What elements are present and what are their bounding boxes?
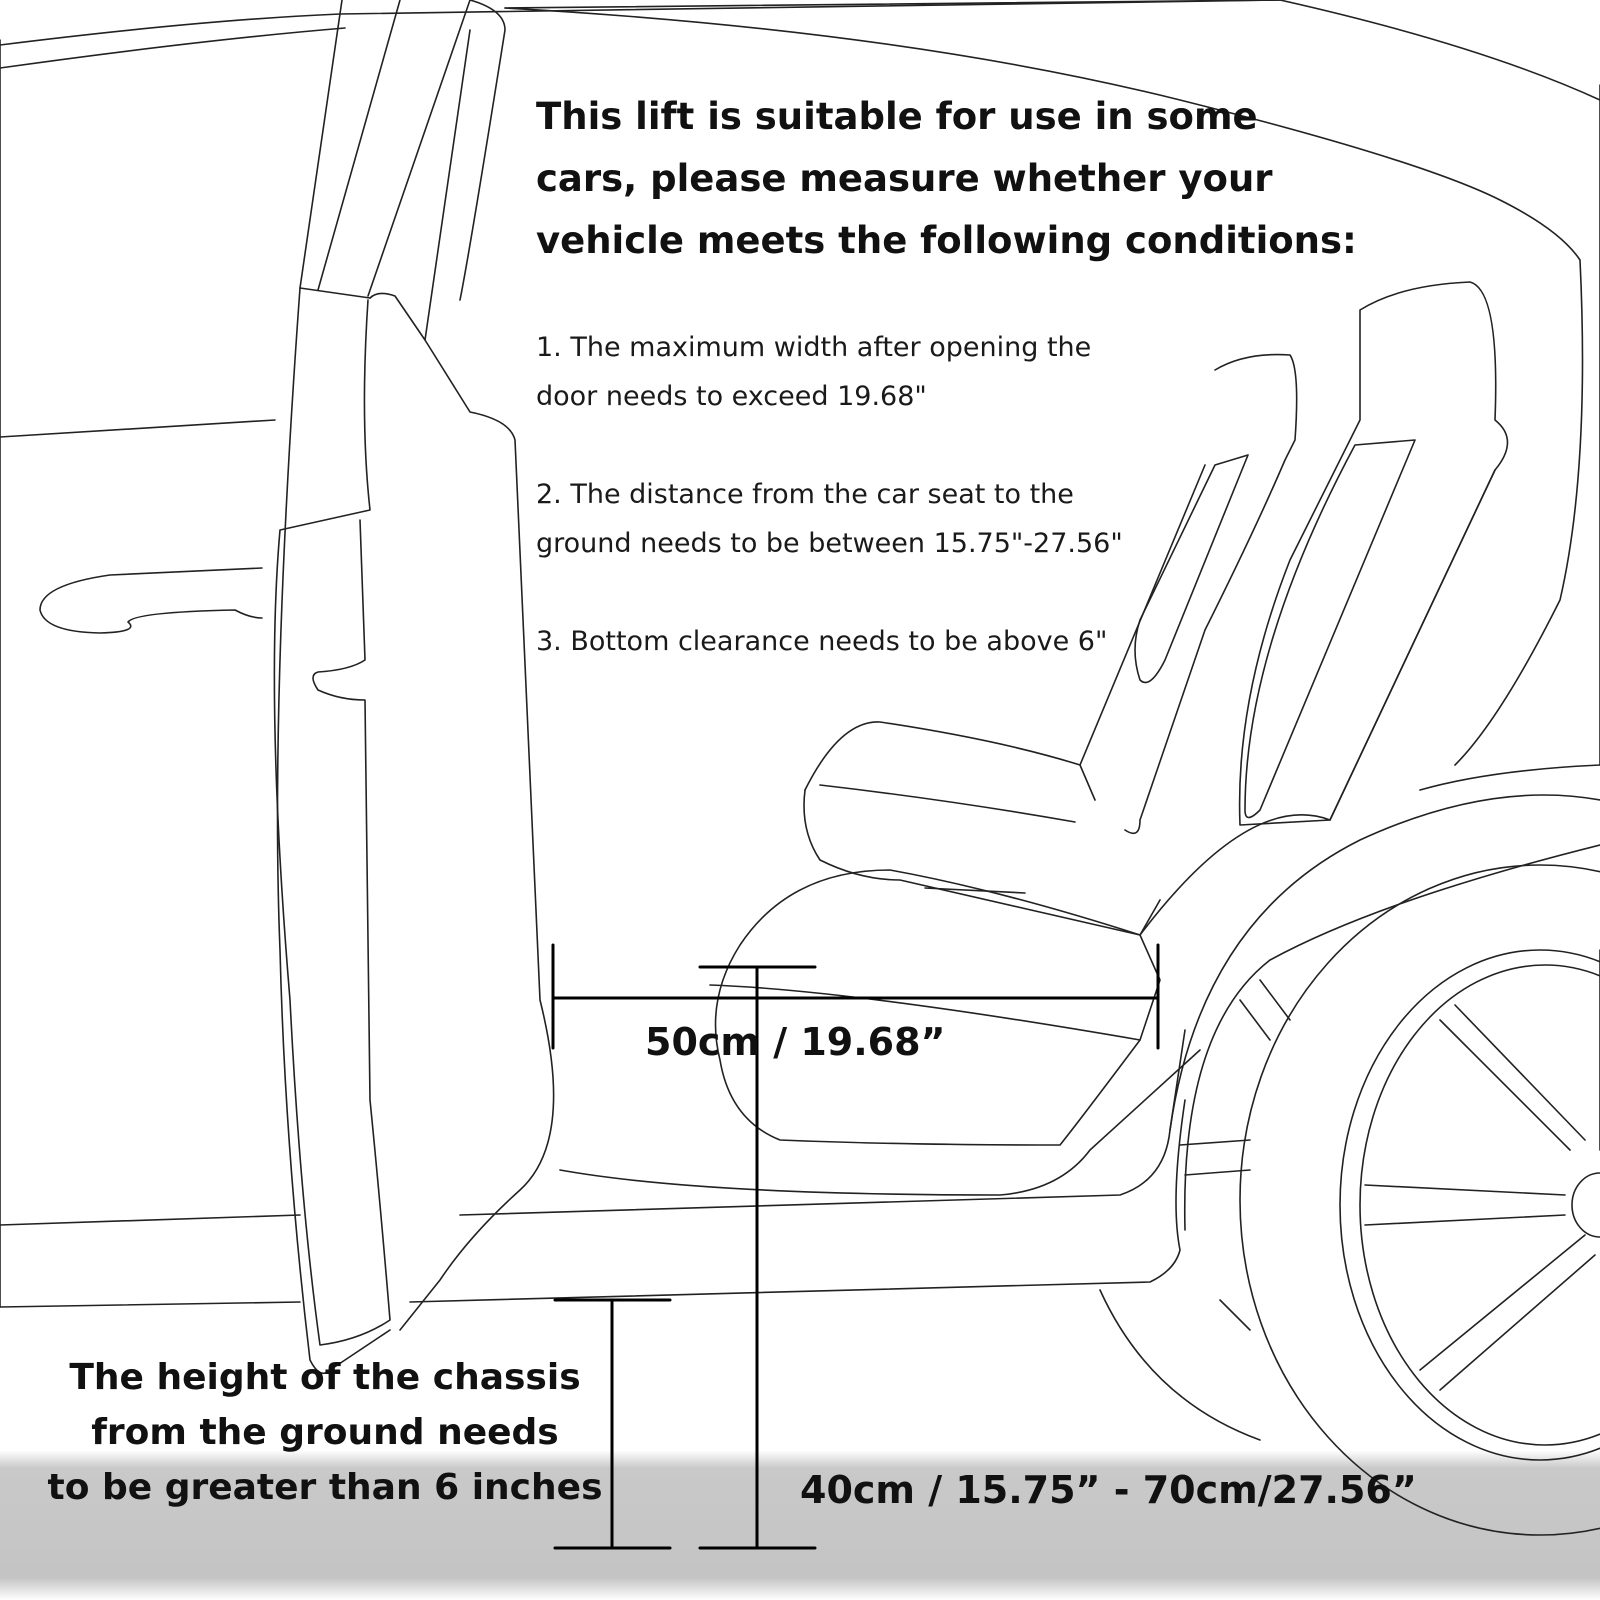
roof-inner-line [0, 28, 345, 68]
door-handle [40, 568, 262, 633]
brake-line-2 [1240, 1000, 1270, 1040]
door-inner-panel [370, 293, 554, 1330]
wheel-spoke-2 [1455, 1005, 1585, 1140]
intro-heading-line: This lift is suitable for use in some [536, 95, 1258, 138]
brake-line-1 [1260, 980, 1290, 1020]
intro-heading-line: vehicle meets the following conditions: [536, 219, 1357, 262]
wheel-arch-inner [1185, 845, 1600, 1230]
front-window-sill [0, 420, 275, 437]
wheel-spoke-1 [1440, 1020, 1570, 1150]
chassis-note-line: The height of the chassis [69, 1357, 581, 1398]
roof-panel [505, 0, 1600, 100]
condition-3 [536, 617, 1107, 666]
rocker-sill-lower [410, 1100, 1185, 1302]
condition-line: door needs to exceed 19.68" [536, 381, 927, 412]
door-edge-outer [278, 288, 391, 1373]
chassis-height-note [0, 1350, 650, 1515]
wheel-hub [1572, 1173, 1600, 1237]
chassis-note-line: from the ground needs [91, 1412, 559, 1453]
front-bottom [0, 1302, 300, 1307]
intro-heading [536, 86, 1357, 272]
intro-heading-line: cars, please measure whether your [536, 157, 1273, 200]
rim-inner [1360, 965, 1600, 1445]
door-frame-inner [318, 0, 400, 290]
wheel-spoke-6 [1440, 1255, 1595, 1390]
wheel-spoke-3 [1365, 1185, 1565, 1195]
rear-body [1420, 765, 1600, 790]
chassis-note-line: to be greater than 6 inches [47, 1467, 603, 1508]
door-top-seam [300, 288, 370, 298]
lower-body-curve [1100, 1290, 1260, 1440]
front-rocker [0, 1215, 300, 1225]
seat-back-near [1240, 282, 1508, 825]
wheel-spoke-4 [1365, 1215, 1565, 1225]
seat-back-near-groove [1245, 440, 1415, 818]
brake-line-5 [1220, 1300, 1250, 1330]
wheel-arch [1170, 795, 1600, 1130]
floor-line [560, 1050, 1200, 1195]
door-width-label: 50cm / 19.68” [645, 1020, 946, 1064]
condition-line: ground needs to be between 15.75"-27.56" [536, 528, 1123, 559]
door-trim [274, 300, 390, 1345]
condition-line: 2. The distance from the car seat to the [536, 479, 1074, 510]
condition-2 [536, 470, 1123, 568]
door-frame [300, 0, 342, 288]
brake-line-3 [1180, 1140, 1250, 1145]
seat-height-label: 40cm / 15.75” - 70cm/27.56” [800, 1468, 1417, 1512]
door-pillar [368, 0, 505, 300]
door-pillar-inner [425, 30, 470, 340]
condition-1 [536, 323, 1091, 421]
seat-cushion-seam [820, 785, 1075, 822]
condition-line: 1. The maximum width after opening the [536, 332, 1092, 363]
seat-back-far-groove [1135, 455, 1248, 683]
rim-outer [1340, 950, 1600, 1460]
wheel-spoke-5 [1420, 1235, 1585, 1370]
seat-cushion-front [804, 790, 1160, 935]
condition-line: 3. Bottom clearance needs to be above 6" [536, 626, 1108, 657]
